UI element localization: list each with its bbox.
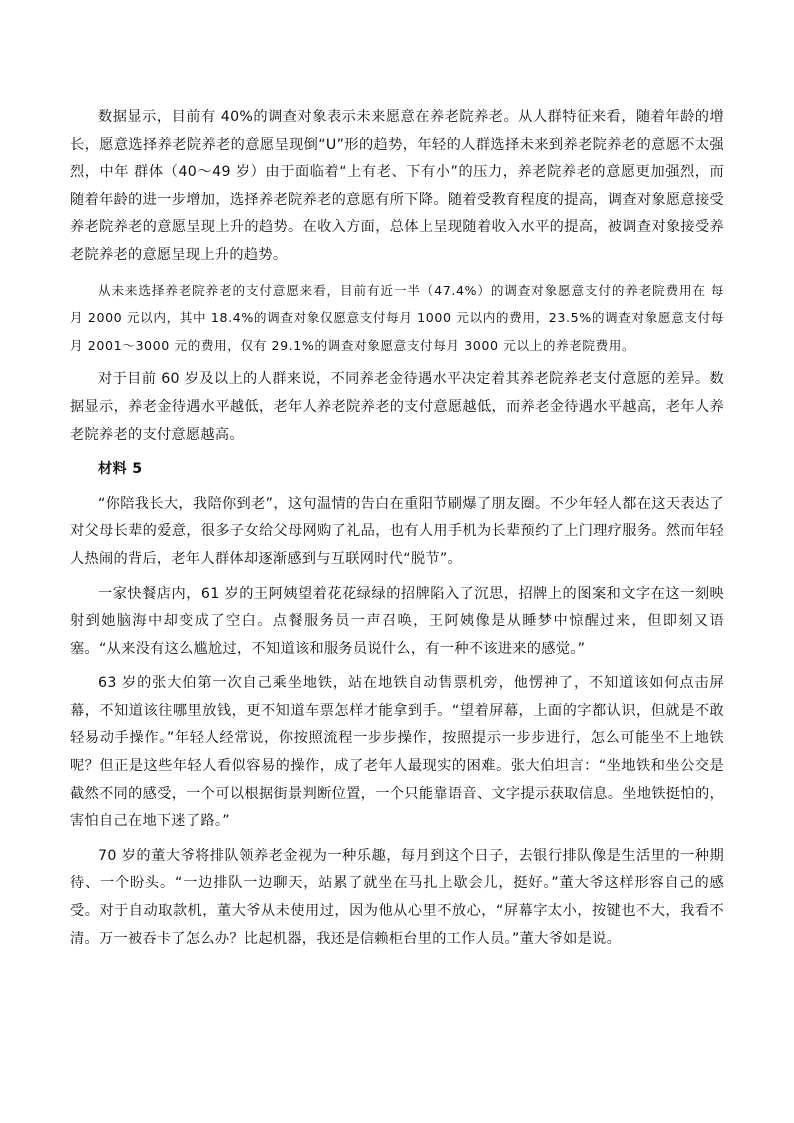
paragraph-payment-willingness: 从未来选择养老院养老的支付意愿来看，目前有近一半（47.4%）的调查对象愿意支付的养老院费用在 每月 2000 元以内，其中 18.4%的调查对象仅愿意支付每月 1000 元以内的费用，23.5%的调查对象愿意支付每月 2001～3000 元的费用，仅有 29.1%的调查对象愿意支付每月 3000 元以上的养老院费用。 bbox=[70, 282, 724, 353]
paragraph-grandpa-dong: 70 岁的董大爷将排队领养老金视为一种乐趣，每月到这个日子，去银行排队像是生活里的一种期待、一个盼头。“一边排队一边聊天，站累了就坐在马扎上歇会儿，挺好。”董大爷这样形容自己的感受。对于自动取款机，董大爷从未使用过，因为他从心里不放心，“屏幕字太小，按键也不大，我看不清。万一被吞卡了怎么办？比起机器，我还是信赖柜台里的工作人员。”董大爷如是说。 bbox=[70, 847, 724, 947]
paragraph-pension-level: 对于目前 60 岁及以上的人群来说，不同养老金待遇水平决定着其养老院养老支付意愿的差异。数据显示，养老金待遇水平越低，老年人养老院养老的支付意愿越低，而养老金待遇水平越高，老年人养老院养老的支付意愿越高。 bbox=[70, 371, 724, 443]
paragraph-survey-willingness: 数据显示，目前有 40%的调查对象表示未来愿意在养老院养老。从人群特征来看，随着年龄的增长，愿意选择养老院养老的意愿呈现倒“U”形的趋势，年轻的人群选择未来到养老院养老的意愿不太强烈，中年 群体（40～49 岁）由于面临着“上有老、下有小”的压力，养老院养老的意愿更加强烈，而随着年龄的进一步增加，选择养老院养老的意愿有所下降。随着受教育程度的提高，调查对象愿意接受养老院养老的意愿呈现上升的趋势。在收入方面，总体上呈现随着收入水平的提高，被调查对象接受养老院养老的意愿呈现上升的趋势。 bbox=[70, 109, 724, 263]
section-heading-material-5: 材料 5 bbox=[98, 461, 143, 478]
document-body bbox=[70, 104, 724, 960]
paragraph-uncle-zhang: 63 岁的张大伯第一次自己乘坐地铁，站在地铁自动售票机旁，他愣神了，不知道该如何点击屏幕，不知道该往哪里放钱，更不知道车票怎样才能拿到手。“望着屏幕，上面的字都认识，但就是不敢轻易动手操作。”年轻人经常说，你按照流程一步步操作，按照提示一步步进行，怎么可能坐不上地铁呢？但正是这些年轻人看似容易的操作，成了老年人最现实的困难。张大伯坦言：“坐地铁和坐公交是截然不同的感受，一个可以根据街景判断位置，一个只能靠语音、文字提示获取信息。坐地铁挺怕的，害怕自己在地下迷了路。” bbox=[70, 675, 724, 830]
paragraph-aunt-wang: 一家快餐店内，61 岁的王阿姨望着花花绿绿的招牌陷入了沉思，招牌上的图案和文字在这一刻映射到她脑海中却变成了空白。点餐服务员一声召唤，王阿姨像是从睡梦中惊醒过来，但即刻又语塞。“从来没有这么尴尬过，不知道该和服务员说什么，有一种不该进来的感觉。” bbox=[70, 585, 724, 657]
paragraph-double-ninth: “你陪我长大，我陪你到老”，这句温情的告白在重阳节刷爆了朋友圈。不少年轻人都在这天表达了对父母长辈的爱意，很多子女给父母网购了礼品，也有人用手机为长辈预约了上门理疗服务。然而年轻人热闹的背后，老年人群体却逐渐感到与互联网时代“脱节”。 bbox=[70, 495, 724, 567]
